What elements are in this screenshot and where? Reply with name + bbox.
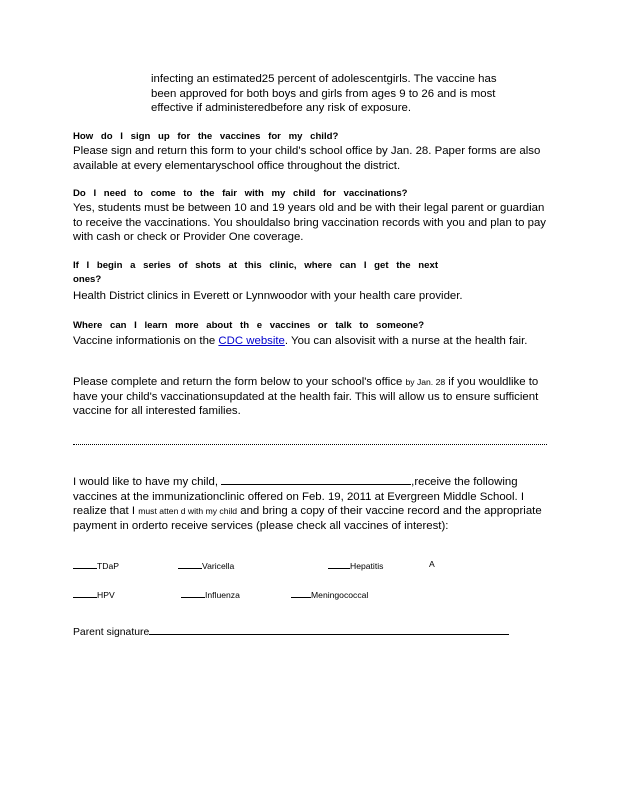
faq-answer-learn-after: . You can alsovisit with a nurse at the health fair. <box>284 335 528 347</box>
vaccine-option-meningococcal[interactable] <box>291 587 368 601</box>
faq-answer-signup: Please sign and return this form to your child's school office by Jan. 28. Paper forms are also available at every elementaryschool office throughout the district. <box>73 145 541 172</box>
vaccine-option-varicella[interactable] <box>178 558 234 572</box>
consent-text-mid: ,receive the following vaccines at the immunizationclinic offered on Feb. 19, 2011 at Evergreen Middle School. I realize that I <box>73 476 525 518</box>
consent-attend-note: must atten d with my child <box>138 506 238 517</box>
vaccine-label-varicella: Varicella <box>202 561 235 571</box>
intro-paragraph <box>151 72 551 116</box>
faq-answer-learn <box>73 334 551 349</box>
cut-line-divider <box>73 444 547 445</box>
vaccine-label-hepatitis-a: A <box>429 559 435 569</box>
return-note-before: Please complete and return the form below to your school's office <box>73 376 406 388</box>
return-note <box>73 375 551 419</box>
faq-answer-learn-before: Vaccine informationis on the <box>73 335 219 347</box>
signature-row <box>73 624 509 640</box>
child-name-field[interactable] <box>221 474 411 485</box>
vaccine-label-meningococcal: Meningococcal <box>311 590 369 600</box>
faq-answer-attend: Yes, students must be between 10 and 19 years old and be with their legal parent or guardian to receive the vaccinations. You shouldalso bring vaccination records with you and plan to pay with cash or check or Provider One coverage. <box>73 202 547 244</box>
faq-question-series-line1: If I begin a series of shots at this clinic, where can I get the next <box>73 260 439 271</box>
meningococcal-checkbox-line[interactable] <box>291 587 311 598</box>
parent-signature-field[interactable] <box>149 624 509 635</box>
vaccine-label-influenza: Influenza <box>205 590 240 600</box>
faq-question-signup: How do I sign up for the vaccines for my child? <box>73 131 339 142</box>
vaccine-label-hepatitis: Hepatitis <box>350 561 384 571</box>
influenza-checkbox-line[interactable] <box>181 587 205 598</box>
hpv-checkbox-line[interactable] <box>73 587 97 598</box>
vaccine-option-hepatitis[interactable] <box>328 558 383 572</box>
faq-question-attend: Do I need to come to the fair with my child for vaccinations? <box>73 188 408 199</box>
faq-question-series <box>73 259 553 287</box>
intro-line-1: infecting an estimated25 percent of adolescentgirls. The vaccine has <box>151 73 497 85</box>
consent-paragraph <box>73 474 551 533</box>
vaccine-label-hpv: HPV <box>97 590 115 600</box>
vaccine-label-tdap: TDaP <box>97 561 119 571</box>
vaccine-option-hpv[interactable] <box>73 587 115 601</box>
return-note-after: if you wouldlike to have your child's vaccinationsupdated at the health fair. This will allow us to ensure sufficient vaccine for all interested families. <box>73 376 539 418</box>
varicella-checkbox-line[interactable] <box>178 558 202 569</box>
return-note-date: by Jan. 28 <box>405 377 446 387</box>
consent-text-end: and bring a copy of their vaccine record and the appropriate payment in orderto receive services (please check all vaccines of interest): <box>73 505 542 532</box>
hepatitis-checkbox-line[interactable] <box>328 558 350 569</box>
faq-question-series-line2: ones? <box>73 274 102 285</box>
cdc-website-link[interactable]: CDC website <box>218 335 285 347</box>
faq-answer-series: Health District clinics in Everett or Lynnwoodor with your health care provider. <box>73 290 463 302</box>
tdap-checkbox-line[interactable] <box>73 558 97 569</box>
vaccine-option-tdap[interactable] <box>73 558 119 572</box>
faq-question-learn: Where can I learn more about th e vaccines or talk to someone? <box>73 320 425 331</box>
intro-line-3: effective if administeredbefore any risk of exposure. <box>151 102 412 115</box>
intro-line-2: been approved for both boys and girls from ages 9 to 26 and is most <box>151 87 496 100</box>
vaccine-option-influenza[interactable] <box>181 587 240 601</box>
signature-label: Parent signature <box>73 627 150 638</box>
consent-text-start: I would like to have my child, <box>73 476 222 488</box>
